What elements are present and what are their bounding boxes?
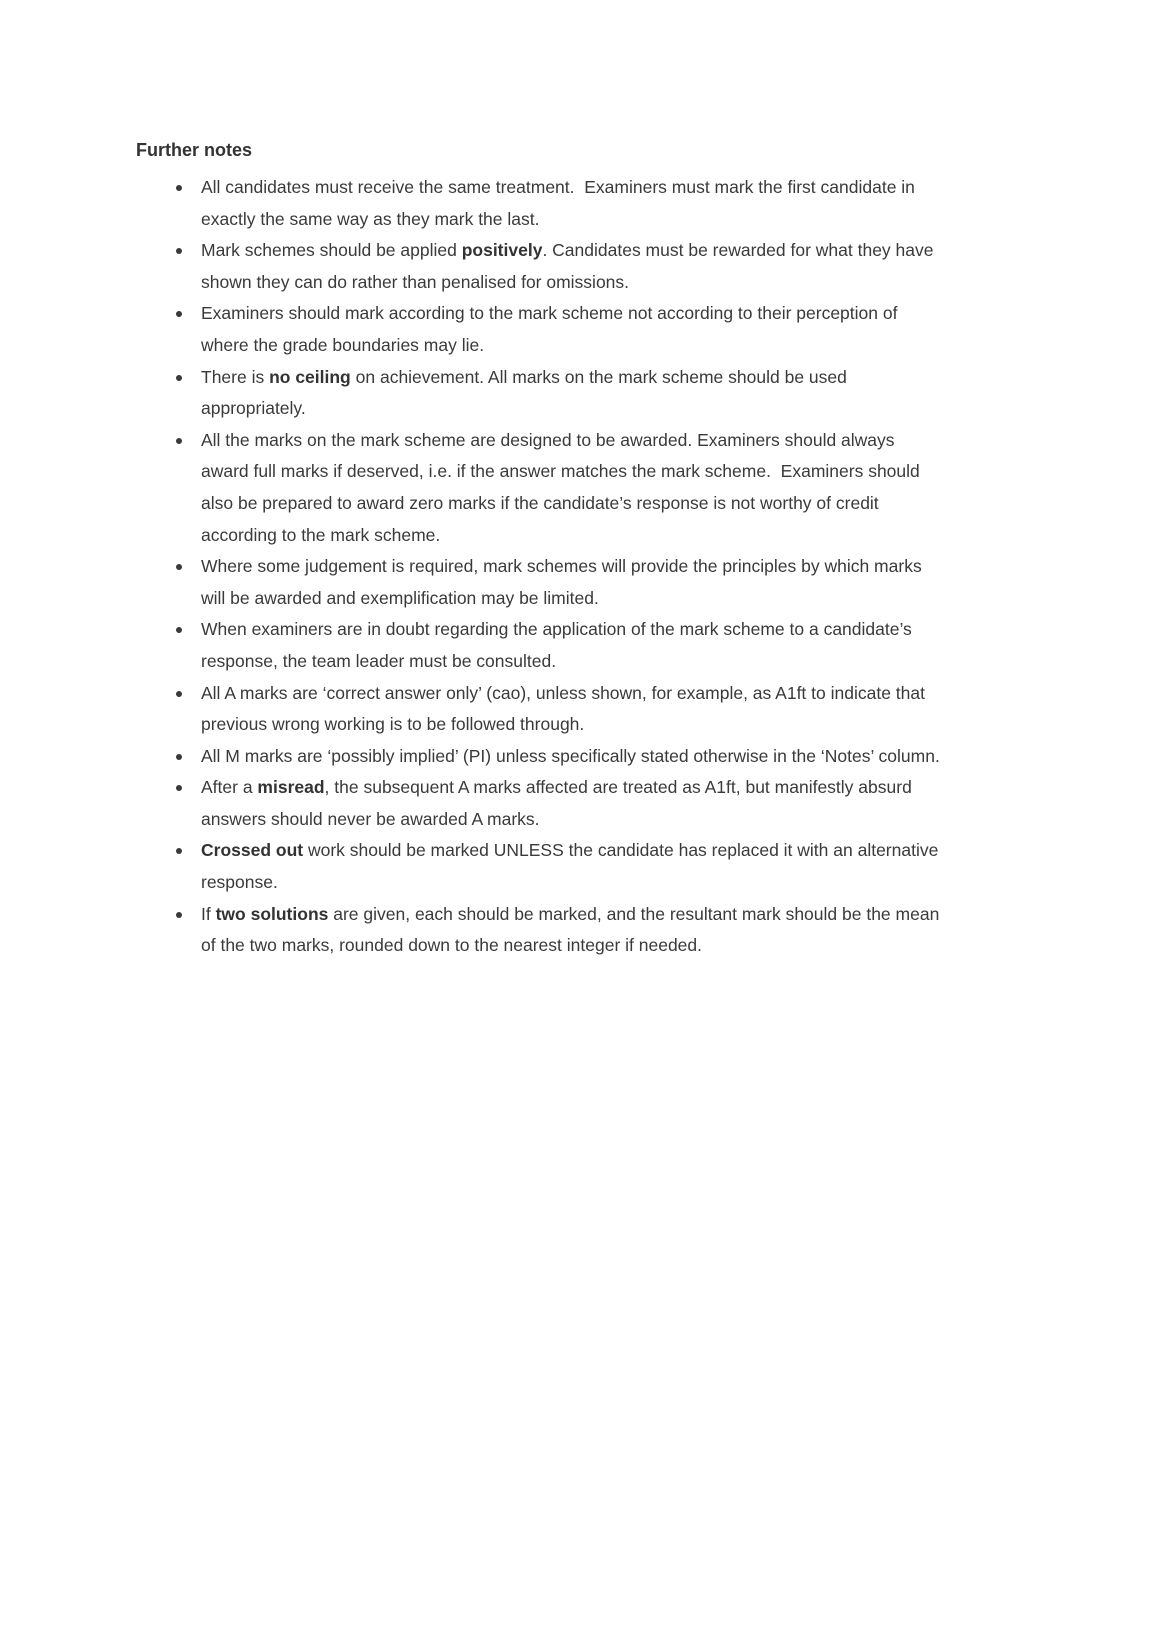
body-text: When examiners are in doubt regarding the application of the mark scheme to a candidate’s response, the team leader must be consulted.: [201, 619, 917, 671]
body-text: Where some judgement is required, mark schemes will provide the principles by which marks will be awarded and exemplification may be limited.: [201, 556, 927, 608]
list-item: [168, 362, 940, 425]
list-item: [168, 835, 944, 898]
bullet-icon: [176, 375, 182, 381]
list-item: [168, 425, 940, 551]
body-text: There is: [201, 366, 270, 387]
section-heading: Further notes: [136, 140, 253, 160]
bullet-icon: [176, 848, 182, 854]
list-item: [168, 172, 940, 235]
bullet-icon: [176, 185, 182, 191]
bullet-icon: [176, 912, 182, 918]
list-item: [168, 899, 945, 962]
body-text: on achievement. All marks on the mark scheme should be used appropriately.: [201, 366, 852, 419]
bold-text: misread: [257, 777, 325, 798]
body-text: Examiners should mark according to the mark scheme not according to their perception of where the grade boundaries may lie.: [201, 303, 903, 355]
list-item: [168, 235, 940, 298]
body-text: work should be marked UNLESS the candidate has replaced it with an alternative response.: [201, 840, 944, 893]
body-text: . Candidates must be rewarded for what they have shown they can do rather than penalised for omissions.: [201, 240, 939, 292]
bullet-icon: [176, 564, 182, 570]
bullet-icon: [176, 785, 182, 791]
document-page: [136, 138, 976, 962]
body-text: All A marks are ‘correct answer only’ (cao), unless shown, for example, as A1ft to indicate that previous wrong working is to be followed through.: [201, 682, 930, 735]
bullet-icon: [176, 754, 182, 760]
list-item: [168, 614, 940, 677]
bullet-icon: [176, 248, 182, 254]
bullet-icon: [176, 627, 182, 633]
body-text: , the subsequent A marks affected are treated as A1ft, but manifestly absurd answers should never be awarded A marks.: [201, 777, 917, 829]
list-item: [168, 772, 940, 835]
list-item: [168, 551, 940, 614]
body-text: are given, each should be marked, and the resultant mark should be the mean of the two marks, rounded down to the nearest integer if needed.: [201, 903, 945, 956]
body-text: All candidates must receive the same treatment. Examiners must mark the first candidate in exactly the same way as they mark the last.: [201, 177, 920, 229]
bold-text: no ceiling: [269, 366, 351, 387]
notes-list: [136, 172, 945, 962]
body-text: All M marks are ‘possibly implied’ (PI) unless specifically stated otherwise in the ‘Notes’ column.: [201, 745, 940, 766]
list-item: [168, 741, 940, 773]
bold-text: positively: [461, 240, 543, 261]
list-item: [168, 678, 940, 741]
bold-text: Crossed out: [201, 840, 304, 861]
bold-text: two solutions: [215, 903, 329, 924]
bullet-icon: [176, 311, 182, 317]
bullet-icon: [176, 691, 182, 697]
body-text: Mark schemes should be applied: [201, 240, 462, 261]
body-text: All the marks on the mark scheme are designed to be awarded. Examiners should always award full marks if deserved, i.e. if the answer matches the mark scheme. Examiners should also be prepared to award zero marks if the candidate’s response is not worthy of credit according to the mark scheme.: [201, 429, 925, 545]
list-item: [168, 298, 940, 361]
bullet-icon: [176, 438, 182, 444]
body-text: If: [201, 903, 216, 924]
body-text: After a: [201, 777, 258, 798]
